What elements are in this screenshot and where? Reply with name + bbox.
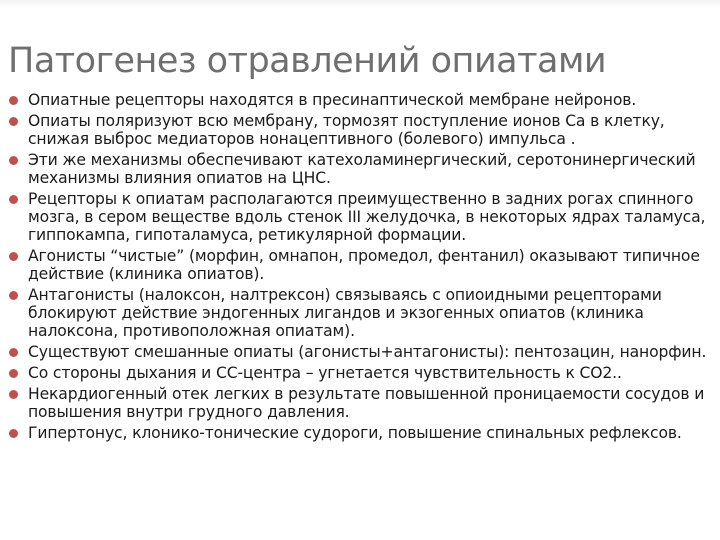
bullet-item — [8, 91, 708, 109]
bullet-dot-icon — [9, 348, 18, 357]
bullet-text: Рецепторы к опиатам располагаются преимущественно в задних рогах спинного мозга, в сером веществе вдоль стенок III желудочка, в некоторых ядрах таламуса, гиппокампа, гипоталамуса, ретикулярной формации. — [28, 190, 706, 244]
bullet-dot-icon — [9, 117, 18, 126]
bullet-dot-icon — [9, 291, 18, 300]
bullet-item — [8, 424, 708, 442]
bullet-item — [8, 151, 708, 187]
bullet-dot-icon — [9, 252, 18, 261]
bullet-dot-icon — [9, 369, 18, 378]
bullet-text: Агонисты “чистые” (морфин, омнапон, промедол, фентанил) оказывают типичное действие (клиника опиатов). — [28, 247, 700, 283]
bullet-item — [8, 247, 708, 283]
bullet-item — [8, 286, 708, 340]
bullet-item — [8, 364, 708, 382]
bullet-text: Гипертонус, клонико-тонические судороги, повышение спинальных рефлексов. — [28, 424, 682, 442]
bullet-dot-icon — [9, 195, 18, 204]
bullet-text: Опиаты поляризуют всю мембрану, тормозят поступление ионов Са в клетку, снижая выброс медиаторов нонацептивного (болевого) импульса . — [28, 112, 665, 148]
bullet-item — [8, 385, 708, 421]
bullet-text: Со стороны дыхания и СС-центра – угнетается чувствительность к СО2.. — [28, 364, 622, 382]
bullet-text: Опиатные рецепторы находятся в пресинаптической мембране нейронов. — [28, 91, 637, 109]
bullet-dot-icon — [9, 429, 18, 438]
bullet-dot-icon — [9, 156, 18, 165]
bullet-list — [8, 91, 708, 445]
bullet-dot-icon — [9, 390, 18, 399]
bullet-item — [8, 190, 708, 244]
bullet-item — [8, 343, 708, 361]
bullet-dot-icon — [9, 96, 18, 105]
bullet-text: Существуют смешанные опиаты (агонисты+антагонисты): пентозацин, нанорфин. — [28, 343, 707, 361]
bullet-text: Эти же механизмы обеспечивают катехоламинергический, серотонинергический механизмы влияния опиатов на ЦНС. — [28, 151, 696, 187]
bullet-text: Антагонисты (налоксон, налтрексон) связываясь с опиоидными рецепторами блокируют действие эндогенных лигандов и экзогенных опиатов (клиника налоксона, противоположная опиатам). — [28, 286, 662, 340]
bullet-text: Некардиогенный отек легких в результате повышенной проницаемости сосудов и повышения внутри грудного давления. — [28, 385, 705, 421]
bullet-item — [8, 112, 708, 148]
slide-title: Патогенез отравлений опиатами — [8, 41, 607, 81]
slide-top-edge — [0, 0, 720, 8]
